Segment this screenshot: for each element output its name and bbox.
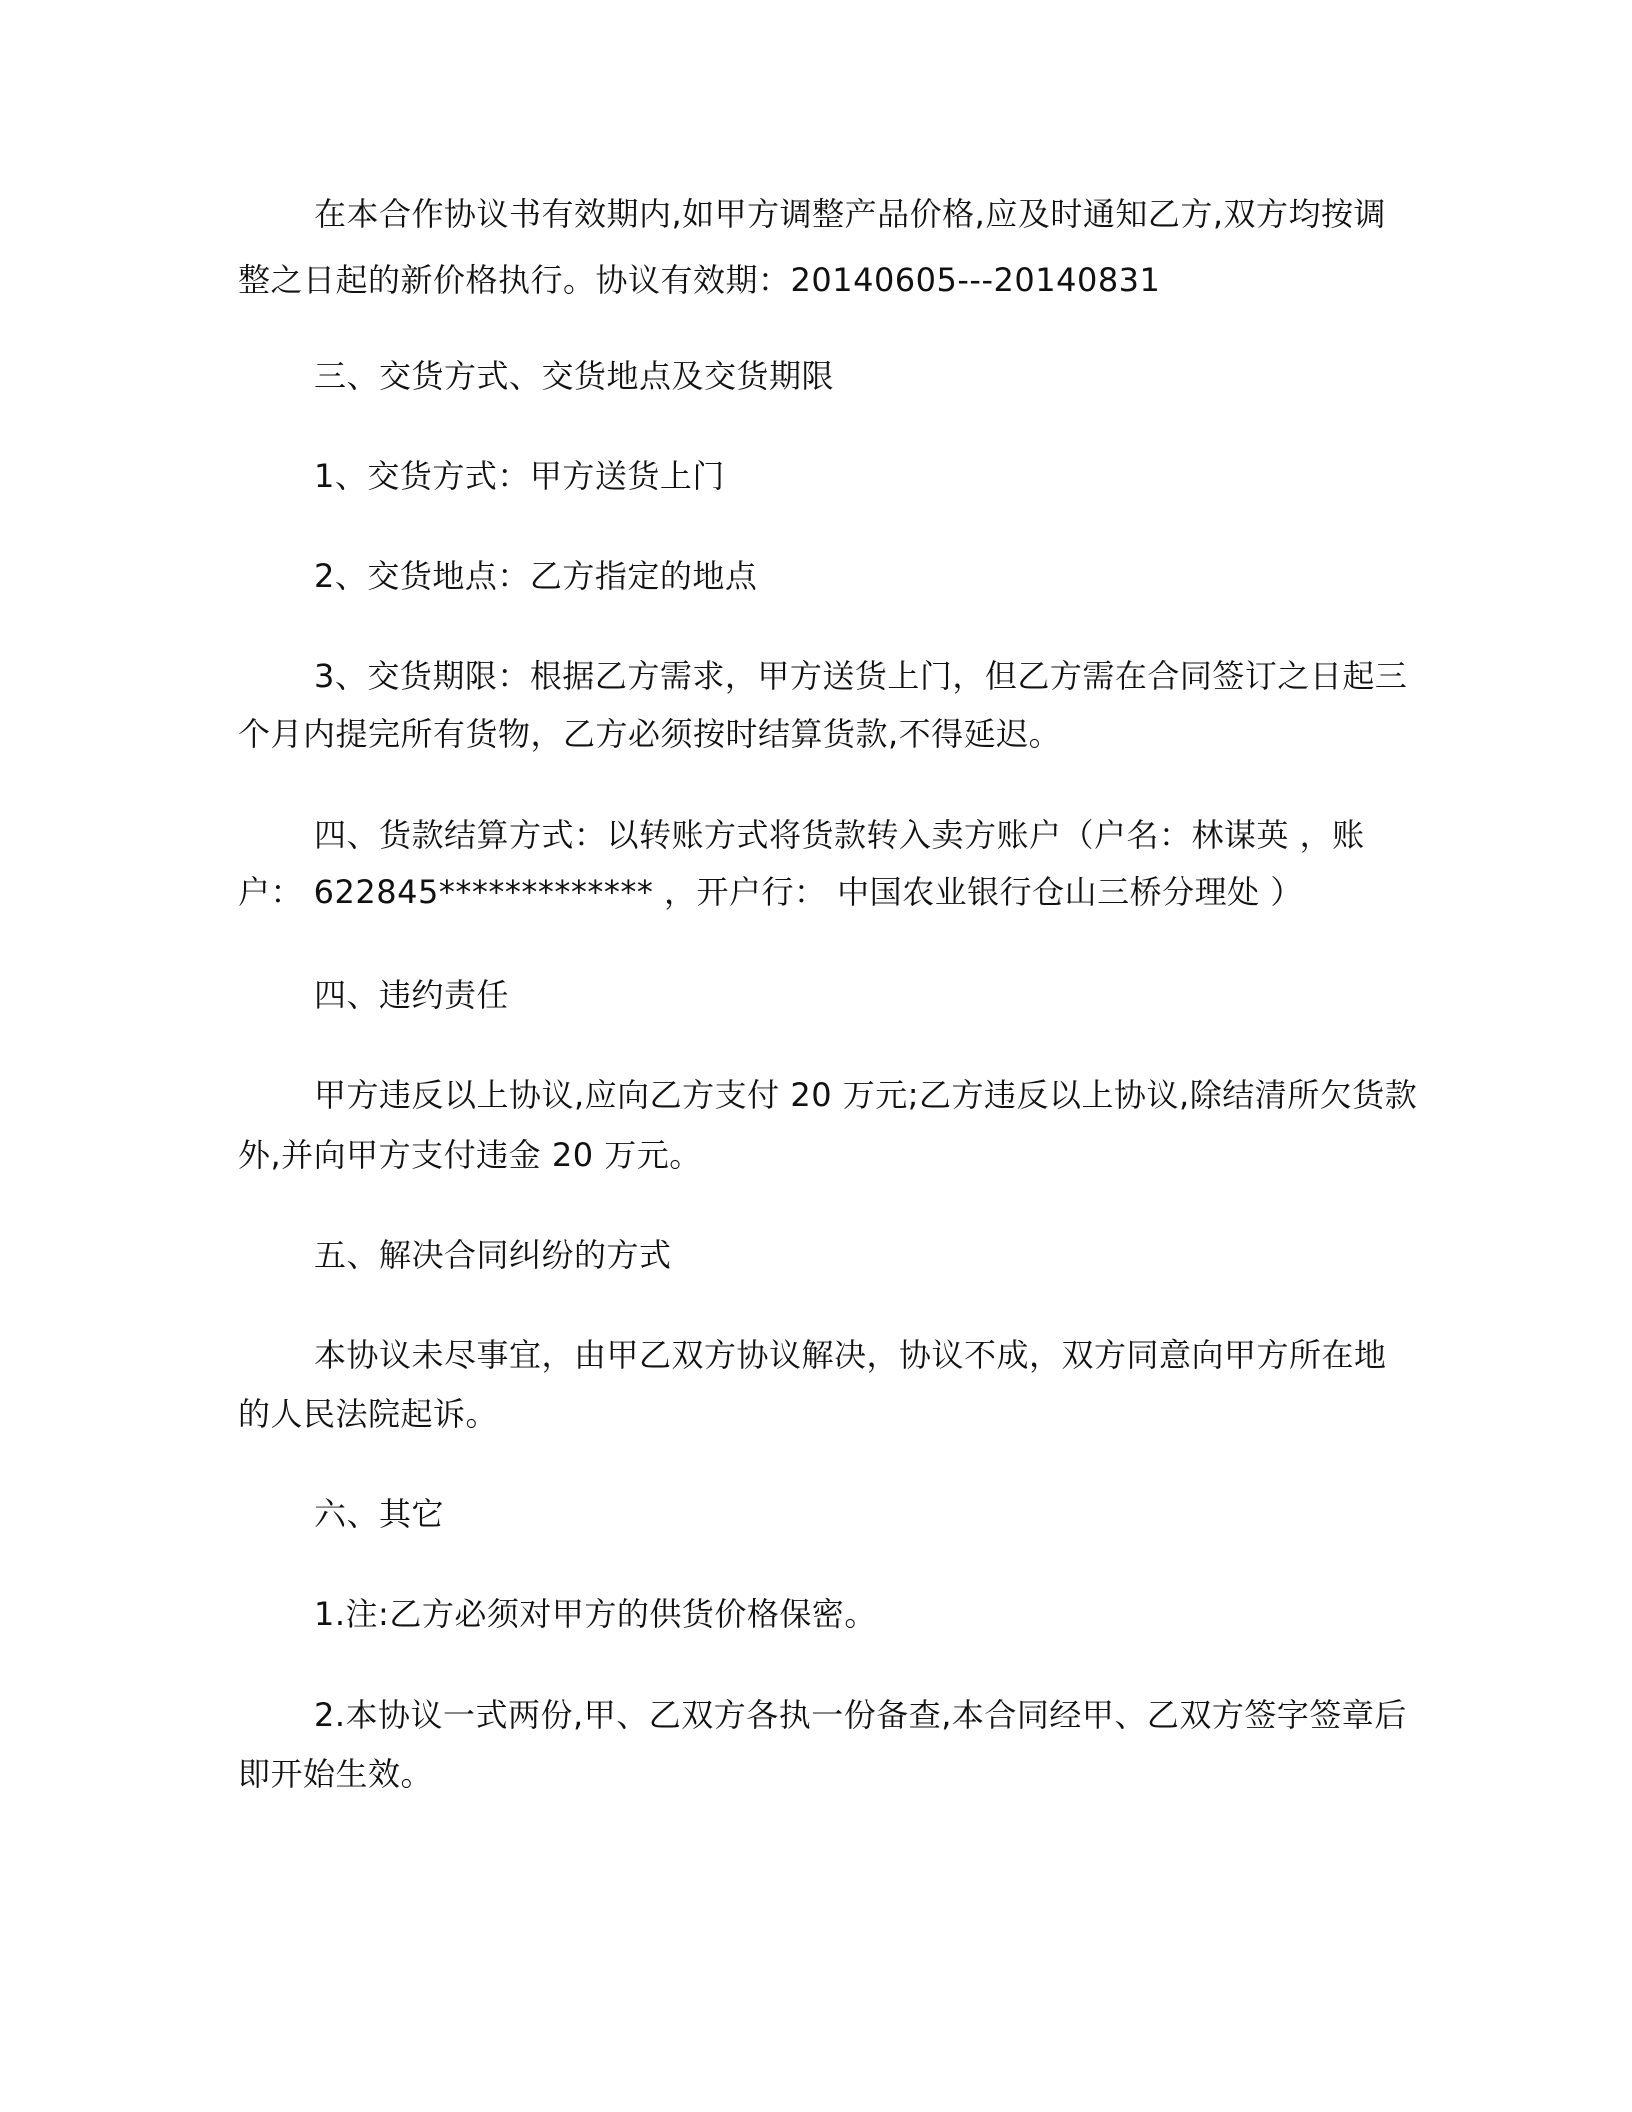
paragraph-price-adjustment-line-1: 在本合作协议书有效期内,如甲方调整产品价格,应及时通知乙方,双方均按调 <box>314 195 1387 233</box>
delivery-period-item-line-2: 个月内提完所有货物，乙方必须按时结算货款,不得延迟。 <box>238 715 1062 753</box>
other-item-copies-line-1: 2.本协议一式两份,甲、乙双方各执一份备查,本合同经甲、乙双方签字签章后 <box>314 1696 1407 1734</box>
section-heading-other: 六、其它 <box>314 1495 445 1533</box>
section-heading-liability: 四、违约责任 <box>314 976 510 1014</box>
dispute-paragraph-line-1: 本协议未尽事宜，由甲乙双方协议解决，协议不成，双方同意向甲方所在地 <box>314 1336 1387 1374</box>
payment-method-line-1: 四、货款结算方式：以转账方式将货款转入卖方账户（户名：林谋英 ，账 <box>314 816 1365 854</box>
other-item-confidentiality: 1.注:乙方必须对甲方的供货价格保密。 <box>314 1595 877 1633</box>
payment-method-line-2: 户： 622845************* ，开户行： 中国农业银行仓山三桥分理处 ） <box>238 873 1303 911</box>
section-heading-dispute: 五、解决合同纠纷的方式 <box>314 1236 672 1274</box>
dispute-paragraph-line-2: 的人民法院起诉。 <box>238 1395 499 1433</box>
delivery-location-item: 2、交货地点：乙方指定的地点 <box>314 557 758 595</box>
delivery-method-item: 1、交货方式：甲方送货上门 <box>314 457 725 495</box>
paragraph-price-adjustment-line-2: 整之日起的新价格执行。协议有效期：20140605---20140831 <box>238 261 1161 299</box>
delivery-period-item-line-1: 3、交货期限：根据乙方需求，甲方送货上门，但乙方需在合同签订之日起三 <box>314 657 1408 695</box>
liability-paragraph-line-1: 甲方违反以上协议,应向乙方支付 20 万元;乙方违反以上协议,除结清所欠货款 <box>314 1076 1418 1114</box>
section-heading-delivery: 三、交货方式、交货地点及交货期限 <box>314 357 835 395</box>
other-item-copies-line-2: 即开始生效。 <box>238 1755 434 1793</box>
liability-paragraph-line-2: 外,并向甲方支付违金 20 万元。 <box>238 1136 702 1174</box>
